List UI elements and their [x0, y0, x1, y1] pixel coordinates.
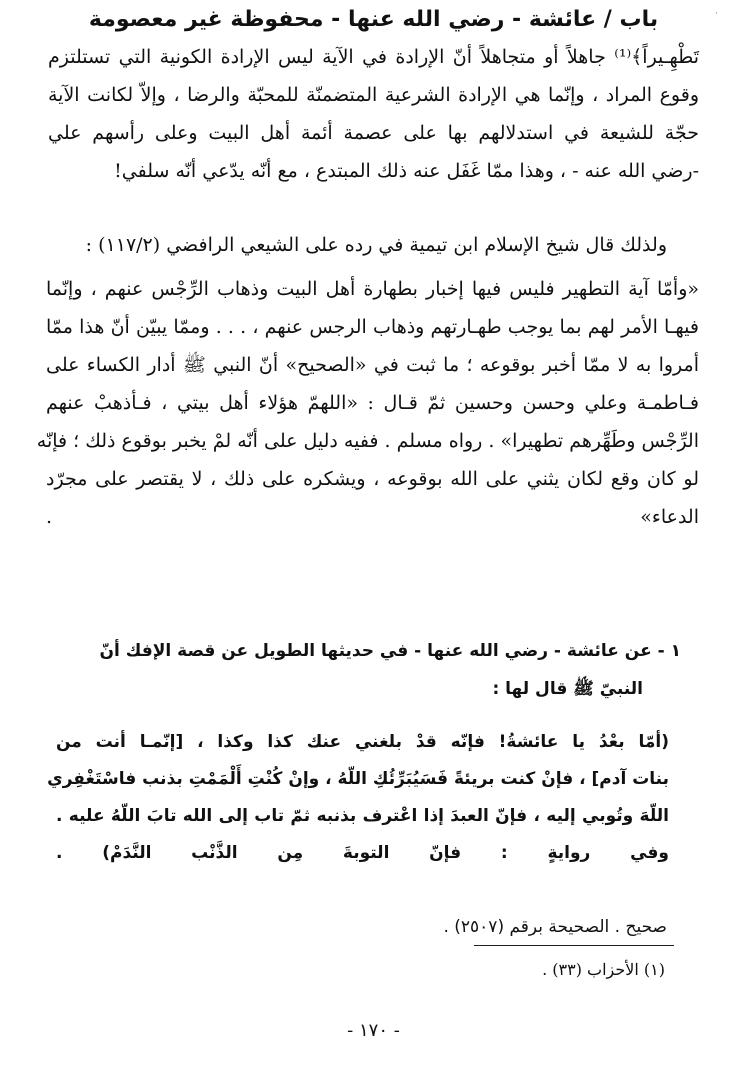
- ibn-taymiyyah-quote: [36, 270, 699, 536]
- footnote: [40, 955, 665, 985]
- page-number: - ١٧٠ -: [347, 1020, 400, 1041]
- quote-line-7: الدعاء» .: [46, 506, 699, 528]
- corner-mark: ˙: [714, 12, 719, 23]
- lead-sentence: [40, 226, 667, 264]
- hadith-line-2: بنات آدم] ، فإنْ كنت بريئةً فَسَيُبَرِّئُكِ اللّهُ ، وإنْ كُنْتِ أَلْمَمْتِ بذنب فاسْتَغْفِري: [47, 769, 669, 789]
- hadith-intro-line-2: النبيّ ﷺ قال لها :: [492, 679, 643, 699]
- quote-line-6: لو كان وقع لكان يثني على الله بوقوعه ، ويشكره على ذلك ، لا يقتصر على مجرّد: [46, 468, 699, 490]
- intro-line-1: تَطْهِـيراً﴾⁽¹⁾ جاهلاً أو متجاهلاً أنّ الإرادة في الآية ليس الإرادة الكونية التي تستلتزم: [48, 46, 699, 68]
- hadith-line-3: اللّهَ وتُوبي إليه ، فإنّ العبدَ إذا اعْترف بذنبه ثمّ تاب إلى الله تابَ اللّهُ عليه .: [56, 806, 669, 826]
- quote-line-4: فـاطمـة وعلي وحسن وحسين ثمّ قـال : «اللهمّ هؤلاء أهل بيتي ، فـأذهبْ عنهم: [46, 392, 699, 414]
- hadith-line-1: (أمّا بعْدُ يا عائشةُ! فإنّه قدْ بلغني عنك كذا وكذا ، [إنّمـا أنت من: [56, 732, 669, 752]
- intro-line-4: -رضي الله عنه - ، وهذا ممّا غَفَل عنه ذلك المبتدع ، مع أنّه يدّعي أنّه سلفي!: [114, 160, 699, 182]
- grading-line: صحيح . الصحيحة برقم (٢٥٠٧) .: [443, 917, 667, 937]
- hadith-grading: [40, 908, 667, 946]
- intro-line-3: حجّة للشيعة في استدلالهم بها على عصمة أئمة أهل البيت وعلى رأسهم علي: [48, 122, 699, 144]
- quote-line-1: «وأمّا آية التطهير فليس فيها إخبار بطهارة أهل البيت وذهاب الرِّجْس عنهم ، وإنّما: [46, 278, 699, 300]
- quote-line-3: أمروا به لا ممّا أخبر بوقوعه ؛ ما ثبت في «الصحيح» أنّ النبي ﷺ أدار الكساء على: [46, 354, 699, 376]
- footnote-line: (١) الأحزاب (٣٣) .: [542, 960, 665, 979]
- hadith-intro-line-1: ١ - عن عائشة - رضي الله عنها - في حديثها الطويل عن قصة الإفك أنّ: [99, 641, 681, 661]
- quote-line-2: فيهـا الأمر لهم بما يوجب طهـارتهم وذهاب الرجس عنهم ، . . . وممّا يبيّن أنّ هذا ممّا: [46, 316, 699, 338]
- chapter-title: باب / عائشة - رضي الله عنها - محفوظة غير معصومة: [88, 7, 659, 32]
- intro-line-2: وقوع المراد ، وإنّما هي الإرادة الشرعية المتضمنّة للمحبّة والرضا ، وإلاّ لكانت الآية: [48, 84, 699, 106]
- intro-paragraph: [48, 38, 699, 190]
- quote-line-5: الرِّجْس وطَهِّرهم تطهيرا» . رواه مسلم . ففيه دليل على أنّه لمْ يخبر بوقوع ذلك ؛ فإنّه: [36, 430, 699, 452]
- hadith-text: [47, 724, 669, 872]
- footnote-divider: [474, 945, 674, 946]
- hadith-intro: [48, 632, 681, 708]
- hadith-line-4: وفي روايةٍ : فإنّ التوبةَ مِن الذَّنْب النَّدَمْ) .: [56, 843, 669, 863]
- lead-line: ولذلك قال شيخ الإسلام ابن تيمية في رده على الشيعي الرافضي (١١٧/٢) :: [85, 234, 667, 256]
